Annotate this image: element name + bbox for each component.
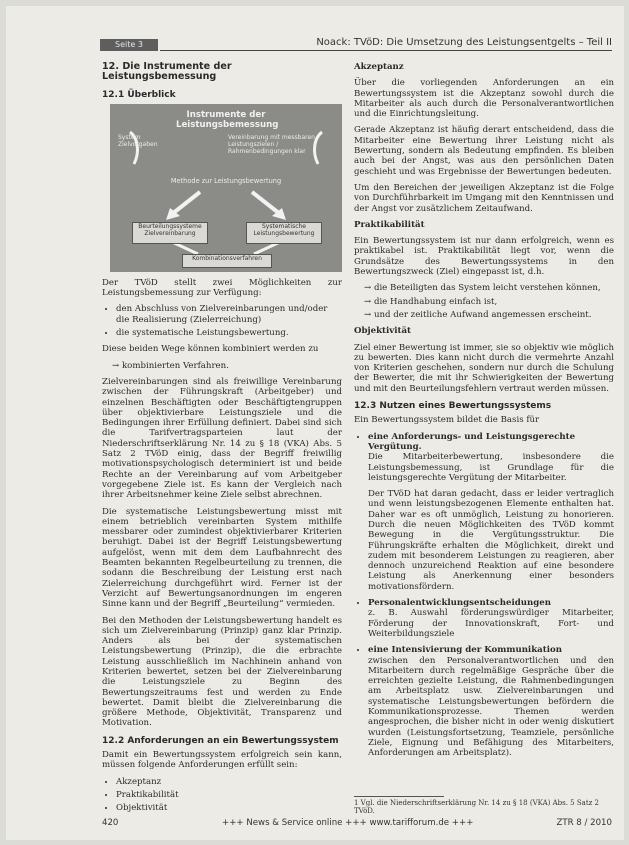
bullet-list [102,777,342,814]
list-item: • die systematische Leistungsbewertung. [116,328,342,338]
paragraph: zwischen den Personalverantwortlichen und den Mitarbeitern durch regelmäßige Gespräche über die erreichten gezielte Leistung, die Rahmenbedingungen am Arbeitsplatz usw. Zielvereinbarungen und systematische Leistungsbewertungen befördern die Kommunikationsprozesse. Themen werden angesprochen, die bisher nicht in oder wenig diskutiert wurden (Leistungsfortsetzung, Teamziele, persönliche Ziele, Eignung und Befähigung des Mitarbeiters, Anforderungen am Arbeitsplatz). [368,655,614,759]
left-column [102,62,342,820]
list-item: • den Abschluss von Zielvereinbarungen und/oder die Realisierung (Zielerreichung) [116,304,342,325]
section-heading-benefits: 12.3 Nutzen eines Bewertungssystems [354,401,552,412]
footer-center-text: +++ News & Service online +++ www.tarifforum.de +++ [222,818,474,828]
footnote-rule [354,796,444,797]
arrow-list [354,283,614,320]
paragraph: Die systematische Leistungsbewertung misst mit einem betrieblich vereinbarten System mithilfe messbarer oder zumindest objektivierbarer Kriterien beruhigt. Dabei ist der Begriff Leistungsbewertung aufgelöst, wenn mit dem dem Laufbahnrecht des Beamten bekannten Regelbeurteilung zu trennen, die sodann die Beschreibung der Leistung erst nach Zielerreichung durchgeführt wird. Ferner ist der Verzicht auf Bewertungsanordnungen im engeren Sinne kann und der Begriff „Beurteilung“ vermieden. [102,506,342,610]
subheading-acceptance: Akzeptanz [354,62,404,72]
section-heading-requirements: 12.2 Anforderungen an ein Bewertungssystem [102,735,339,746]
bullet-list [102,304,342,338]
footnote: 1 Vgl. die Niederschriftserklärung Nr. 14 zu § 18 (VKA) Abs. 5 Satz 2 TVöD. [354,799,599,815]
list-item [368,598,614,639]
list-item: • Objektivität [116,803,342,813]
right-column [354,62,614,765]
subheading-objectivity: Objektivität [354,326,412,337]
paragraph: Um den Bereichen der jeweiligen Akzeptanz ist die Folge von Durchführbarkeit im Umgang mit den Kenntnissen und der Angst vor zusätzlichem Zeitaufwand. [354,182,614,214]
diagram-top-right: Vereinbarung mit messbaren Leistungszielen / Rahmenbedingungen klar [228,133,315,155]
paragraph: Über die vorliegenden Anforderungen an ein Bewertungssystem ist die Akzeptanz sowohl durch die Mitarbeiter als auch durch die Personalverantwortlichen und die Einrichtungsleitung. [354,78,614,120]
paragraph: z. B. Auswahl förderungswürdiger Mitarbeiter, Förderung der Innovationskraft, Fort- und Weiterbildungsziele [368,608,614,639]
paragraph: Ein Bewertungssystem bildet die Basis für [354,415,540,426]
list-item: → die Handhabung einfach ist, [364,297,614,307]
diagram-top-left: System Zielvorgaben [118,133,158,148]
benefit-title: • Personalentwicklungsentscheidungen [368,598,551,609]
diagram-middle: Methode zur Leistungsbewertung [170,176,282,185]
section-heading-overview: 12.1 Überblick [102,89,176,100]
paragraph: Ein Bewertungssystem ist nur dann erfolgreich, wenn es praktikabel ist. Praktikabilität liegt vor, wenn die Grundsätze des Bewertungssystems in den Bewertungszweck (Ziel) eingepasst ist, d.h. [354,236,614,278]
header-rule [160,50,612,51]
benefit-title: • eine Intensivierung der Kommunikation [368,645,562,656]
paragraph: Damit ein Bewertungssystem erfolgreich sein kann, müssen folgende Anforderungen erfüllt sein: [102,750,342,771]
paragraph: Diese beiden Wege können kombiniert werden zu [102,344,319,355]
document-page [6,6,624,840]
list-item [368,645,614,758]
list-item: → die Beteiligten das System leicht verstehen können, [364,283,614,293]
instruments-diagram [110,104,342,272]
diagram-box-left: Beurteilungssysteme Zielvereinbarung [132,222,208,244]
subheading-practicability: Praktikabilität [354,219,425,230]
footer-issue: ZTR 8 / 2010 [556,818,612,828]
list-item [368,432,614,592]
running-title: Noack: TVöD: Die Umsetzung des Leistungsentgelts – Teil II [316,37,612,48]
chapter-heading: 12. Die Instrumente der Leistungsbemessung [102,61,232,83]
diagram-box-right: Systematische Leistungsbewertung [246,222,322,244]
diagram-box-bottom: Kombinationsverfahren [182,254,272,268]
paragraph: Gerade Akzeptanz ist häufig derart entscheidend, dass die Mitarbeiter eine Bewertung ihrer Leistung nicht als Bewertung, sondern als Bedeutung empfinden. Es bleiben auch bei der Angst, was aus den persönlichen Daten geschieht und was Ergebnisse der Bewertungen bedeuten. [354,125,614,177]
list-item: → kombinierten Verfahren. [112,361,342,371]
list-item: • Praktikabilität [116,790,342,800]
paragraph: Der TVöD hat daran gedacht, dass er leider vertraglich und wenn leistungsbezogenen Elemente enthalten hat. Daher war es oft unmöglich, Leistung zu honorieren. Durch die neuen Möglichkeiten des TVöD kommt Bewegung in die Vergütungsstruktur. Die Führungskräfte erhalten die Möglichkeit, direkt und zudem mit besonderem Leistungen zu reagieren, aber dennoch unzureichend Reaktion auf eine besondere Leistung als Anerkennung einer besonders motivationsfördern. [368,489,614,592]
section-tag: Seite 3 [100,39,158,51]
list-item: • Akzeptanz [116,777,342,787]
paragraph: Die Mitarbeiterbewertung, insbesondere die Leistungsbemessung, ist Grundlage für die leistungsgerechte Vergütung der Mitarbeiter. [368,452,614,483]
paragraph: Zielvereinbarungen sind als freiwillige Vereinbarung zwischen der Führungskraft (Arbeitgeber) und einzelnen Beschäftigten oder Beschäftigtengruppen über objektivierbare Leistungsziele und die Bedingungen ihrer Erfüllung definiert. Dabei sind sich die Tarifvertragsparteien laut der Niederschriftserklärung Nr. 14 zu § 18 (VKA) Abs. 5 Satz 2 TVöD einig, dass der Begriff freiwillig motivationspsychologisch determiniert ist und beide Rechte an der Vereinbarung auf vom Arbeitgeber vorgegebene Ziele ist. Es kann der Vergleich nach ihrer Arbeitsnehmer keine Ziele selbst abrechnen. [102,376,342,501]
benefit-list [354,432,614,759]
diagram-title: Instrumente der Leistungsbemessung [176,109,279,130]
paragraph: Ziel einer Bewertung ist immer, sie so objektiv wie möglich zu bewerten. Dies kann nicht durch die vermehrte Anzahl von Kriterien geschehen, sondern nur durch die Schulung der Bewerter, die mit ihr Schwierigkeiten der Bewertung und mit den Beurteilungsfehlern vertraut werden müssen. [354,342,614,394]
paragraph: Bei den Methoden der Leistungsbewertung handelt es sich um Zielvereinbarung (Prinzip) ganz klar Prinzip. Anders als bei der systematischen Leistungsbewertung (Prinzip), die die erbrachte Leistung ausschließlich im Nachhinein anhand von Kriterien bewertet, setzen bei der Zielvereinbarung die Leistungsziele zu Beginn des Bewertungszeitraums fest und werden zu Ende bewertet. Damit bleibt die Zielvereinbarung die größere Methode, Objektivität, Transparenz und Motivation. [102,615,342,729]
page-number: 420 [102,818,119,828]
list-item: → und der zeitliche Aufwand angemessen erscheint. [364,310,614,320]
benefit-title: • eine Anforderungs- und Leistungsgerechte Vergütung. [368,431,576,452]
paragraph: Der TVöD stellt zwei Möglichkeiten zur Leistungsbemessung zur Verfügung: [102,277,342,299]
arrow-list [102,361,342,371]
